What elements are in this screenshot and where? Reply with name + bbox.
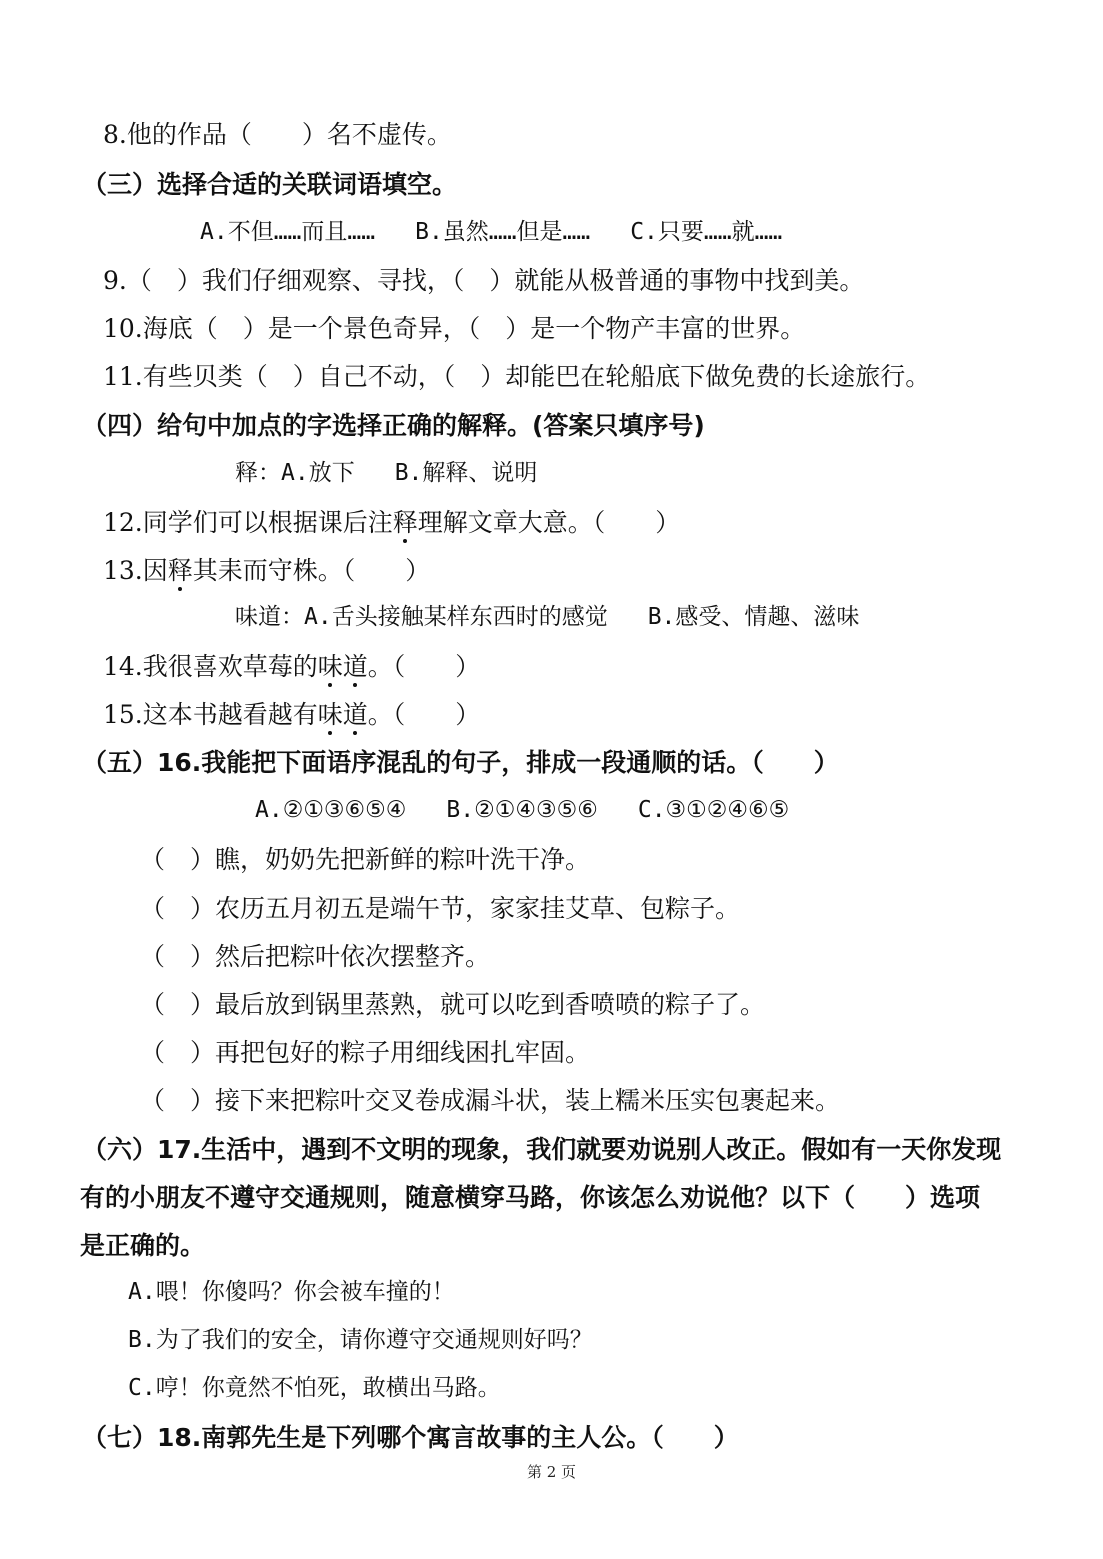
- q12-text-before: 12.同学们可以根据课后注: [103, 508, 393, 537]
- question-8: 8.他的作品（ ）名不虚传。: [103, 120, 452, 149]
- q13-text-after: 其耒而守株。（ ）: [192, 556, 431, 585]
- weidao-definitions: [235, 606, 859, 629]
- q15-dotted-char-2: 道: [342, 700, 368, 729]
- q14-text-after: 。（ ）: [367, 652, 481, 681]
- question-11: 11.有些贝类（ ）自己不动，（ ）却能巴在轮船底下做免费的长途旅行。: [103, 362, 931, 391]
- section-6-line-3: 是正确的。: [80, 1231, 206, 1260]
- section-7-heading: （七）18.南郭先生是下列哪个寓言故事的主人公。（ ）: [82, 1423, 739, 1452]
- order-item-4: （ ）最后放到锅里蒸熟，就可以吃到香喷喷的粽子了。: [140, 990, 766, 1019]
- section-6-line-2: 有的小朋友不遵守交通规则，随意横穿马路，你该怎么劝说他？以下（ ）选项: [80, 1183, 981, 1212]
- order-option-c: C.③①②④⑥⑤: [637, 797, 790, 823]
- section-6-line-1: （六）17.生活中，遇到不文明的现象，我们就要劝说别人改正。假如有一天你发现: [82, 1135, 1002, 1164]
- question-10: 10.海底（ ）是一个景色奇异，（ ）是一个物产丰富的世界。: [103, 314, 806, 343]
- q13-text-before: 13.因: [103, 556, 168, 585]
- section-3-heading: （三）选择合适的关联词语填空。: [82, 170, 458, 199]
- order-option-a: A.②①③⑥⑤④: [255, 797, 407, 823]
- option-c: C.只要……就……: [630, 219, 783, 245]
- q12-text-after: 理解文章大意。（ ）: [417, 508, 681, 537]
- order-item-2: （ ）农历五月初五是端午节，家家挂艾草、包粽子。: [140, 894, 741, 923]
- option-a: A.不但……而且……: [200, 219, 376, 245]
- order-item-6: （ ）接下来把粽叶交叉卷成漏斗状，装上糯米压实包裹起来。: [140, 1086, 841, 1115]
- section-5-heading: （五）16.我能把下面语序混乱的句子，排成一段通顺的话。（ ）: [82, 748, 839, 777]
- weidao-option-b: B.感受、情趣、滋味: [647, 604, 860, 630]
- shi-option-a: 释：A.放下: [235, 460, 355, 486]
- question-12: [103, 510, 680, 535]
- section-4-heading: （四）给句中加点的字选择正确的解释。(答案只填序号): [82, 411, 705, 440]
- q15-text-before: 15.这本书越看越有: [103, 700, 318, 729]
- section-6-option-a: A.喂！你傻吗？你会被车撞的！: [128, 1279, 455, 1305]
- question-15: [103, 702, 480, 727]
- question-13: [103, 558, 430, 583]
- section-6-option-b: B.为了我们的安全，请你遵守交通规则好吗？: [128, 1327, 593, 1353]
- q14-text-before: 14.我很喜欢草莓的: [103, 652, 318, 681]
- order-item-3: （ ）然后把粽叶依次摆整齐。: [140, 942, 491, 971]
- section-5-options: [255, 799, 789, 822]
- q15-dotted-char-1: 味: [317, 700, 343, 729]
- order-option-b: B.②①④③⑤⑥: [446, 797, 598, 823]
- q14-dotted-char-1: 味: [317, 652, 343, 681]
- q12-dotted-char: 释: [392, 508, 418, 537]
- weidao-option-a: 味道：A.舌头接触某样东西时的感觉: [235, 604, 608, 630]
- question-14: [103, 654, 480, 679]
- option-b: B.虽然……但是……: [415, 219, 591, 245]
- shi-option-b: B.解释、说明: [394, 460, 538, 486]
- question-9: 9.（ ）我们仔细观察、寻找，（ ）就能从极普通的事物中找到美。: [103, 266, 865, 295]
- section-3-options: [200, 221, 782, 244]
- q13-dotted-char: 释: [167, 556, 193, 585]
- section-6-option-c: C.哼！你竟然不怕死，敢横出马路。: [128, 1375, 501, 1401]
- q15-text-after: 。（ ）: [367, 700, 481, 729]
- order-item-1: （ ）瞧，奶奶先把新鲜的粽叶洗干净。: [140, 845, 591, 874]
- q14-dotted-char-2: 道: [342, 652, 368, 681]
- shi-definitions: [235, 462, 537, 485]
- page-number: 第 2 页: [526, 1463, 577, 1481]
- order-item-5: （ ）再把包好的粽子用细线困扎牢固。: [140, 1038, 591, 1067]
